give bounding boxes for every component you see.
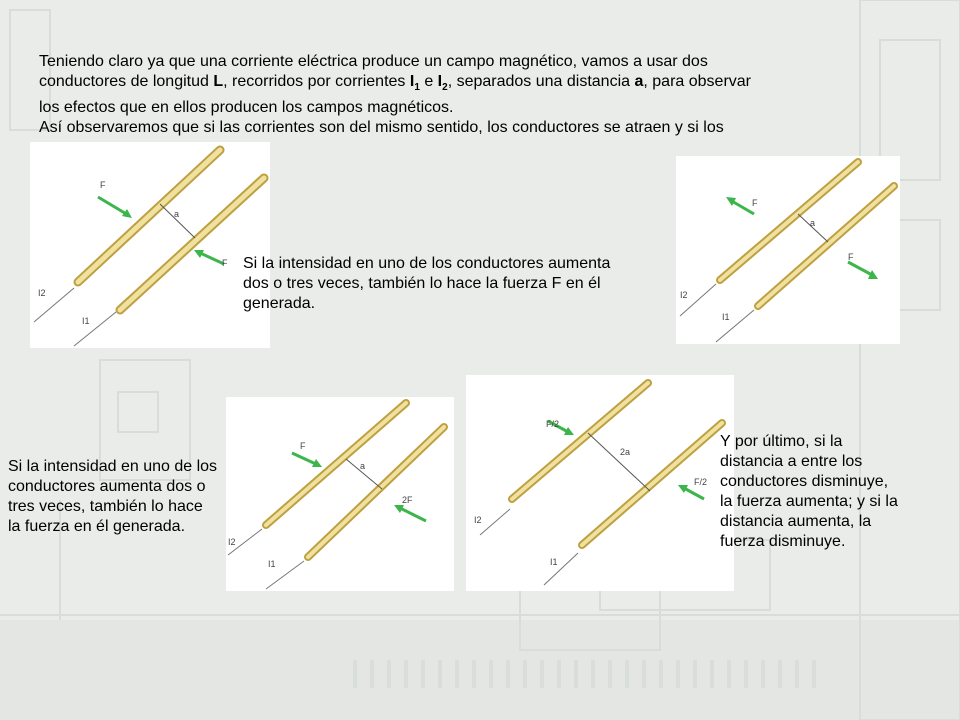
current-label-top: I2	[228, 537, 236, 547]
length-symbol: L	[213, 73, 224, 90]
current-label-bottom: I1	[82, 316, 90, 326]
force-label-bottom: F/2	[694, 477, 708, 487]
figure-attraction	[30, 142, 270, 348]
current-label-bottom: I1	[268, 559, 276, 569]
intensity-text-middle: Si la intensidad en uno de los conductores aumenta dos o tres veces, también lo hace la fuerza F en él generada.	[243, 255, 611, 312]
figure-double-distance	[466, 375, 734, 591]
force-label-top: F	[752, 198, 758, 208]
intro-line-1: Teniendo claro ya que una corriente eléctrica produce un campo magnético, vamos a usar dos	[39, 53, 708, 70]
distance-label: a	[360, 461, 366, 471]
current-label-top: I2	[680, 290, 688, 300]
force-label-bottom: 2F	[402, 495, 413, 505]
intro-line-3: los efectos que en ellos producen los campos magnéticos.	[39, 99, 454, 117]
current-label-bottom: I1	[722, 312, 730, 322]
force-label-bottom: F	[222, 258, 228, 268]
intro-line-2: conductores de longitud L, recorridos por corrientes $I_1$ e $I_2$, separados una distancia a, para observar	[39, 73, 751, 94]
force-label-bottom: F	[848, 252, 854, 262]
intensity-text-left: Si la intensidad en uno de los conductores aumenta dos o tres veces, también lo hace la fuerza en él generada.	[8, 458, 218, 535]
intro-paragraph	[39, 52, 751, 138]
figure-repulsion	[676, 156, 900, 344]
intro-line-4: Así observaremos que si las corrientes son del mismo sentido, los conductores se atraen y si los	[39, 119, 724, 137]
force-label-top: F	[100, 180, 106, 190]
figure-double-intensity	[226, 397, 454, 591]
distance-text-right: Y por último, si la distancia a entre los conductores disminuye, la fuerza aumenta; y si la distancia aumenta, la fuerza disminuye.	[720, 433, 898, 550]
force-label-top: F	[300, 441, 306, 451]
distance-symbol: a	[634, 73, 644, 90]
current-symbol-2: $I_2$	[437, 73, 448, 94]
distance-label: a	[174, 209, 180, 219]
current-symbol-1: $I_1$	[409, 73, 420, 94]
distance-label: a	[810, 218, 816, 228]
current-label-top: I2	[38, 288, 46, 298]
force-label-top: F/2	[546, 419, 560, 429]
distance-label: 2a	[620, 447, 631, 457]
current-label-bottom: I1	[550, 557, 558, 567]
current-label-top: I2	[474, 515, 482, 525]
